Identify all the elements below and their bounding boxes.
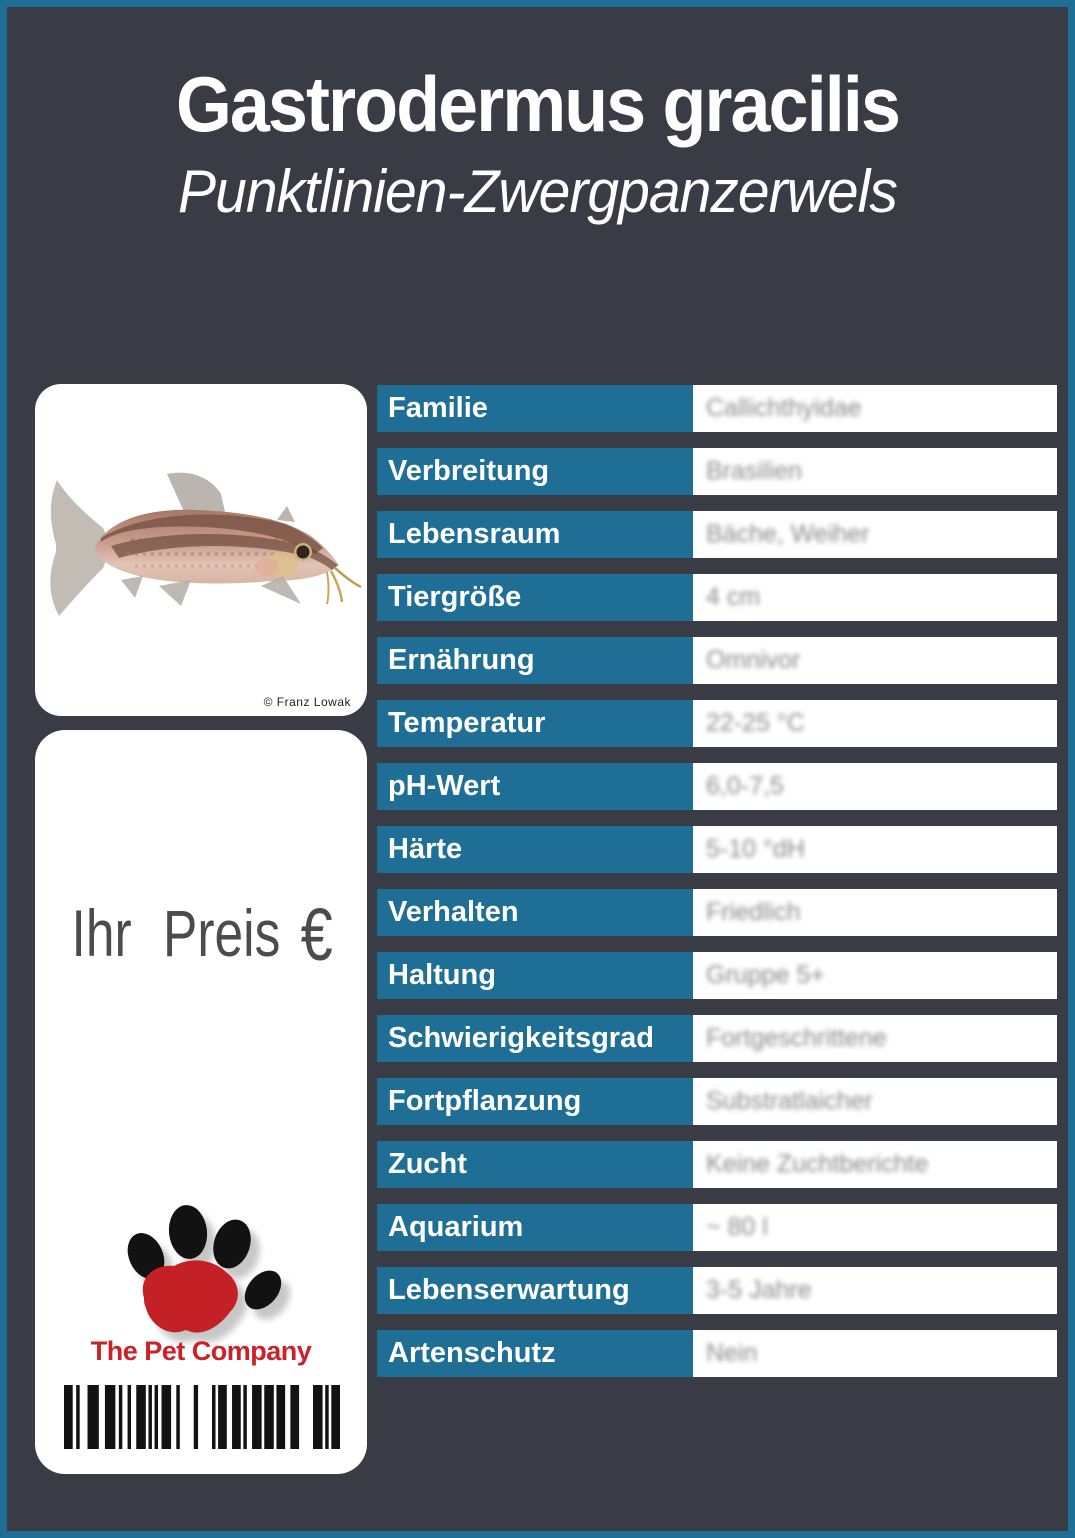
table-row (377, 1204, 1057, 1251)
row-value-text: Nein (706, 1339, 758, 1367)
row-value-text: Omnivor (706, 646, 801, 674)
table-row (377, 574, 1057, 621)
row-label: Tiergröße (377, 574, 693, 621)
row-value-text: Substratlaicher (706, 1087, 873, 1115)
row-label: Familie (377, 385, 693, 432)
info-table (377, 385, 1057, 1393)
row-value-text: Fortgeschrittene (706, 1024, 887, 1052)
table-row (377, 511, 1057, 558)
fish-photo-card (35, 384, 367, 716)
row-label: Verbreitung (377, 448, 693, 495)
row-value (693, 1204, 1057, 1251)
table-row (377, 385, 1057, 432)
price-card (35, 730, 367, 1474)
row-value-text: 22-25 °C (706, 709, 805, 737)
barcode (64, 1385, 340, 1449)
row-label: Zucht (377, 1141, 693, 1188)
table-row (377, 448, 1057, 495)
row-value (693, 1267, 1057, 1314)
row-value (693, 511, 1057, 558)
row-value (693, 637, 1057, 684)
row-value-text: Brasilien (706, 457, 802, 485)
row-value (693, 574, 1057, 621)
row-value-text: Keine Zuchtberichte (706, 1150, 929, 1178)
table-row (377, 826, 1057, 873)
paw-logo (108, 1198, 294, 1358)
table-row (377, 952, 1057, 999)
row-value (693, 700, 1057, 747)
row-label: Ernährung (377, 637, 693, 684)
company-name: The Pet Company (90, 1336, 312, 1366)
row-value-text: Bäche, Weiher (706, 520, 870, 548)
row-value (693, 952, 1057, 999)
row-value-text: 6,0-7,5 (706, 772, 784, 800)
price-line (72, 892, 331, 977)
table-row (377, 1141, 1057, 1188)
row-value (693, 1330, 1057, 1377)
row-value (693, 1141, 1057, 1188)
row-value-text: 5-10 °dH (706, 835, 805, 863)
row-label: Fortpflanzung (377, 1078, 693, 1125)
row-value (693, 448, 1057, 495)
row-label: Schwierigkeitsgrad (377, 1015, 693, 1062)
fish-photo (39, 466, 363, 631)
table-row (377, 637, 1057, 684)
table-row (377, 763, 1057, 810)
row-label: Härte (377, 826, 693, 873)
row-label: Artenschutz (377, 1330, 693, 1377)
row-value-text: ~ 80 l (706, 1213, 768, 1241)
table-row (377, 1078, 1057, 1125)
row-value (693, 1078, 1057, 1125)
row-value-text: 3-5 Jahre (706, 1276, 812, 1304)
row-value (693, 826, 1057, 873)
row-value-text: 4 cm (706, 583, 761, 611)
row-value (693, 763, 1057, 810)
row-label: Verhalten (377, 889, 693, 936)
row-value-text: Friedlich (706, 898, 801, 926)
species-title: Gastrodermus gracilis (175, 60, 900, 148)
row-label: Temperatur (377, 700, 693, 747)
table-row (377, 1015, 1057, 1062)
row-value (693, 889, 1057, 936)
row-value-text: Callichthyidae (706, 394, 862, 422)
row-label: Lebensraum (377, 511, 693, 558)
header (7, 7, 1068, 226)
row-label: pH-Wert (377, 763, 693, 810)
row-value (693, 385, 1057, 432)
table-row (377, 1330, 1057, 1377)
photo-credit: © Franz Lowak (263, 695, 351, 709)
table-row (377, 700, 1057, 747)
euro-sign: € (300, 893, 333, 976)
price-label: Ihr Preis (71, 896, 281, 970)
common-name-subtitle: Punktlinien-Zwergpanzerwels (178, 158, 897, 225)
row-label: Aquarium (377, 1204, 693, 1251)
table-row (377, 1267, 1057, 1314)
row-label: Lebenserwartung (377, 1267, 693, 1314)
row-value-text: Gruppe 5+ (706, 961, 825, 989)
table-row (377, 889, 1057, 936)
row-value (693, 1015, 1057, 1062)
row-label: Haltung (377, 952, 693, 999)
